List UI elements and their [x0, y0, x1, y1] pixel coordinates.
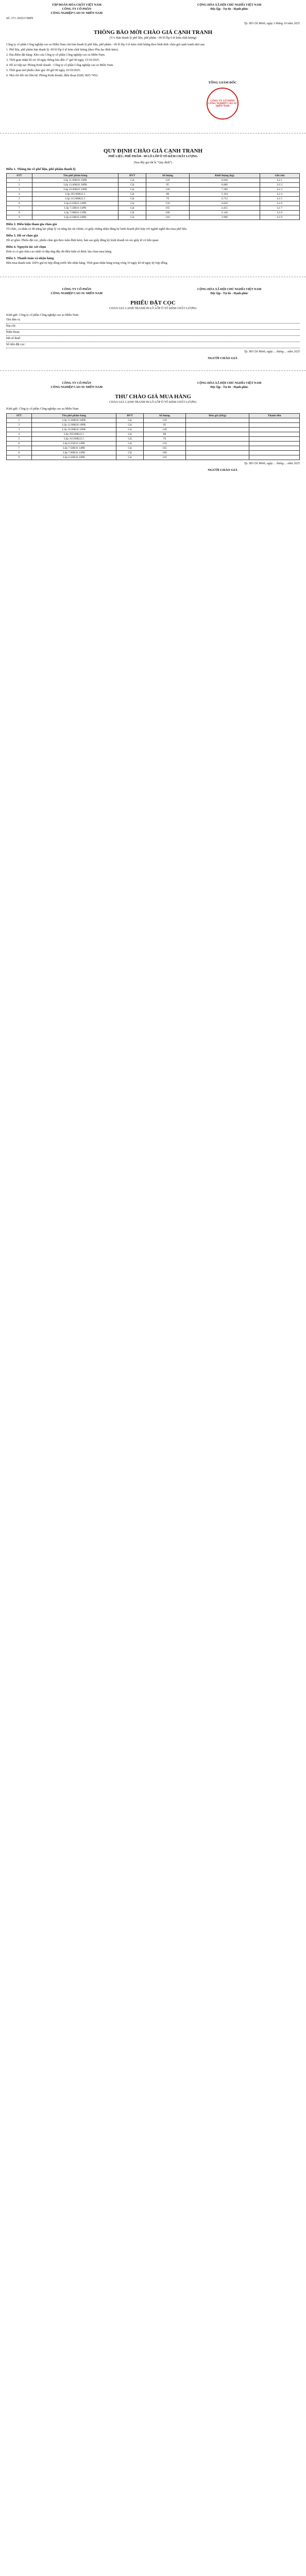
price-table-cell: Cái: [116, 455, 144, 460]
rules-table-cell: 3.990: [189, 215, 260, 220]
price-table-row: [7, 446, 300, 451]
price-table-cell: Cái: [116, 451, 144, 455]
price-table-row: [7, 451, 300, 455]
price-subtitle: CHÀO GIÁ CẠNH TRANH 09 LÔ LỐP Ô TÔ KÉM CHẤT LƯỢNG: [109, 401, 197, 404]
price-intro: Kính gửi: Công ty cổ phần Công nghiệp cao su Miền Nam: [6, 408, 79, 411]
price-table-cell: Lốp 295/80R22.5: [31, 432, 116, 437]
rules-table-cell: Cái: [118, 183, 146, 188]
rules-table-row: [7, 183, 300, 188]
price-title: THƯ CHÀO GIÁ MUA HÀNG: [114, 394, 192, 400]
price-table-row: [7, 418, 300, 423]
price-table-row: [7, 423, 300, 428]
rules-table-header-cell: STT: [7, 174, 32, 178]
rules-table-cell: Lô 1: [260, 178, 300, 183]
rules-s2: Điều 2. Điều kiện tham gia chào giá: [6, 223, 57, 226]
price-table-cell: Lốp 6.50R16 10PR: [31, 455, 116, 460]
rules-s1: Điều 1. Thông tin về phế liệu, phế phẩm thanh lý: [6, 167, 76, 171]
rules-table-cell: Lốp 12.00R20 18PR: [32, 183, 118, 188]
price-table-cell: [185, 418, 249, 423]
rules-table-cell: 120: [146, 178, 190, 183]
deposit-field: Tên đơn vị:: [6, 318, 300, 324]
price-signature: NGƯỜI CHÀO GIÁ: [208, 468, 237, 472]
rules-table-cell: Lô 3: [260, 188, 300, 192]
price-table-cell: [185, 455, 249, 460]
price-table-cell: Lốp 7.00R16 12PR: [31, 451, 116, 455]
price-table-cell: 3: [7, 428, 32, 432]
rules-table-row: [7, 215, 300, 220]
price-table-cell: [185, 432, 249, 437]
price-table-header-cell: Tên phế phẩm hàng: [31, 414, 116, 418]
notice-subtitle: (V/v Bán thanh lý phế liệu, phế phẩm - 09 lô lốp ô tô kém chất lượng): [109, 37, 197, 40]
price-table-cell: [249, 418, 300, 423]
price-table-cell: Lốp 7.50R16 14PR: [31, 446, 116, 451]
rules-table-row: [7, 197, 300, 201]
price-table-cell: Cái: [116, 418, 144, 423]
rules-s5: Điều 5. Thanh toán và nhận hàng: [6, 257, 54, 260]
price-table-row: [7, 442, 300, 446]
rules-table-cell: Lô 8: [260, 211, 300, 215]
rules-table-cell: 180: [146, 211, 190, 215]
price-table-cell: Lốp 315/80R22.5: [31, 437, 116, 442]
notice-point: 1. Phế liệu, phế phẩm bán thanh lý: 09 lô lốp ô tô kém chất lượng (theo Phụ lục đính kèm).: [6, 48, 119, 52]
rules-table-cell: 6.080: [189, 183, 260, 188]
rules-table-header-cell: Khối lượng (kg): [189, 174, 260, 178]
price-table-cell: 120: [143, 418, 185, 423]
rules-table-cell: Lốp 7.00R16 12PR: [32, 211, 118, 215]
rules-s4: Điều 4. Nguyên tắc xét chọn: [6, 245, 46, 249]
rules-table: [6, 173, 300, 220]
price-table-cell: 8: [7, 451, 32, 455]
notice-signer-title: TỔNG GIÁM ĐỐC: [208, 81, 237, 84]
rules-table-cell: Cái: [118, 197, 146, 201]
price-table-cell: Cái: [116, 428, 144, 432]
rules-table-cell: 4.650: [189, 201, 260, 206]
rules-table-cell: 1: [7, 178, 32, 183]
price-table-cell: 4: [7, 432, 32, 437]
price-table-cell: [249, 432, 300, 437]
rules-table-cell: 7.280: [189, 188, 260, 192]
price-table-cell: 180: [143, 451, 185, 455]
section-divider: [0, 370, 306, 371]
price-table-cell: 210: [143, 455, 185, 460]
rules-table-cell: 4.455: [189, 206, 260, 211]
rules-table-row: [7, 206, 300, 211]
rules-table-row: [7, 201, 300, 206]
price-header: [6, 381, 300, 389]
rules-table-cell: 8: [7, 211, 32, 215]
price-table-row: [7, 437, 300, 442]
rules-table-cell: 5.104: [189, 192, 260, 197]
rules-table-cell: Lốp 7.50R16 14PR: [32, 206, 118, 211]
rules-table-cell: Cái: [118, 215, 146, 220]
price-table-cell: 150: [143, 442, 185, 446]
price-table-cell: [249, 446, 300, 451]
rules-title: QUY ĐỊNH CHÀO GIÁ CẠNH TRANH: [103, 148, 203, 154]
rules-s2-text: Tổ chức, cá nhân có đủ năng lực pháp lý và năng lực tài chính; có giấy chứng nhận đăng ký kinh doanh phù hợp với ngành nghề thu mua phế liệu.: [6, 228, 188, 231]
price-form-section: [0, 378, 306, 475]
notice-header: [6, 3, 300, 15]
rules-table-cell: Lô 2: [260, 183, 300, 188]
notice-signature: [171, 81, 274, 120]
rules-table-cell: 4: [7, 192, 32, 197]
deposit-field: Địa chỉ:: [6, 325, 300, 330]
rules-table-cell: 6.840: [189, 178, 260, 183]
price-table-cell: [249, 455, 300, 460]
price-table-cell: 9: [7, 455, 32, 460]
price-table-cell: 7: [7, 446, 32, 451]
deposit-intro: Kính gửi: Công ty cổ phần Công nghiệp cao su Miền Nam: [6, 314, 79, 317]
rules-table-header-cell: Số lượng: [146, 174, 190, 178]
price-table-cell: 1: [7, 418, 32, 423]
price-table-cell: 76: [143, 437, 185, 442]
rules-table-cell: Lốp 6.50R16 10PR: [32, 215, 118, 220]
deposit-left-org: CÔNG TY CỔ PHẦN CÔNG NGHIỆP CAO SU MIỀN NAM: [50, 288, 103, 295]
price-table-cell: Lốp 8.25R16 14PR: [31, 442, 116, 446]
rules-table-row: [7, 192, 300, 197]
rules-section: [0, 141, 306, 269]
deposit-field: Mã số thuế:: [6, 337, 300, 342]
deposit-field: Điện thoại:: [6, 331, 300, 336]
notice-left-org: TẬP ĐOÀN HÓA CHẤT VIỆT NAM CÔNG TY CỔ PHẦN CÔNG NGHIỆP CAO SU MIỀN NAM: [50, 4, 103, 15]
rules-table-cell: Lốp 8.25R16 14PR: [32, 201, 118, 206]
price-table-cell: [185, 451, 249, 455]
rules-table-cell: 4.140: [189, 211, 260, 215]
rules-table-cell: Lốp 11.00R20 16PR: [32, 178, 118, 183]
rules-table-cell: 165: [146, 206, 190, 211]
notice-intro: Công ty cổ phần Công nghiệp cao su Miền Nam cần bán thanh lý phế liệu, phế phẩm - 09 lô lốp ô tô kém chất lượng theo hình thức chào giá cạnh tranh như sau:: [6, 43, 206, 46]
rules-s5-text: Bên mua thanh toán 100% giá trị hợp đồng trước khi nhận hàng. Thời gian nhận hàng trong vòng 10 ngày kể từ ngày ký hợp đồng.: [6, 262, 168, 265]
deposit-header: [6, 287, 300, 296]
notice-title: THÔNG BÁO MỜI CHÀO GIÁ CẠNH TRANH: [93, 29, 213, 36]
rules-table-header-cell: Tên phế phẩm hàng: [32, 174, 118, 178]
price-table-cell: 6: [7, 442, 32, 446]
price-table-cell: Cái: [116, 437, 144, 442]
rules-table-cell: Cái: [118, 201, 146, 206]
notice-point: 5. Thời gian mở phiếu chào giá: 09 giờ 00 ngày 16/10/2025.: [6, 69, 81, 72]
notice-doc-number: Số: 373 /2025/CSMN: [6, 17, 33, 20]
rules-table-row: [7, 178, 300, 183]
rules-table-cell: 7: [7, 206, 32, 211]
price-right-title: CỘNG HÒA XÃ HỘI CHỦ NGHĨA VIỆT NAM Độc lập - Tự do - Hạnh phúc: [197, 382, 262, 389]
price-table-cell: 2: [7, 423, 32, 428]
notice-right-title: CỘNG HÒA XÃ HỘI CHỦ NGHĨA VIỆT NAM Độc lập - Tự do - Hạnh phúc: [197, 4, 262, 11]
rules-table-cell: 2: [7, 183, 32, 188]
rules-table-header-cell: ĐVT: [118, 174, 146, 178]
rules-table-cell: 88: [146, 192, 190, 197]
deposit-subtitle: CHÀO GIÁ CẠNH TRANH 09 LÔ LỐP Ô TÔ KÉM CHẤT LƯỢNG: [109, 307, 197, 310]
price-table: [6, 413, 300, 460]
price-table-cell: [249, 437, 300, 442]
rules-table-cell: 9: [7, 215, 32, 220]
rules-table-cell: Lô 4: [260, 192, 300, 197]
price-table-cell: [249, 428, 300, 432]
price-table-header-cell: Đơn giá (đ/kg): [185, 414, 249, 418]
price-left-org: CÔNG TY CỔ PHẦN CÔNG NGHIỆP CAO SU MIỀN NAM: [50, 382, 103, 389]
rules-table-cell: Cái: [118, 188, 146, 192]
price-table-header-cell: Thành tiền: [249, 414, 300, 418]
price-date: Tp. Hồ Chí Minh, ngày ... tháng ... năm 2025: [244, 462, 300, 465]
price-table-row: [7, 432, 300, 437]
price-table-header-cell: Số lượng: [143, 414, 185, 418]
price-table-header-cell: ĐVT: [116, 414, 144, 418]
notice-point: 3. Thời gian nhận hồ sơ: từ ngày thông báo đến 17 giờ 00 ngày 15/10/2025.: [6, 59, 100, 62]
rules-table-cell: Lốp 10.00R20 16PR: [32, 188, 118, 192]
rules-table-cell: Cái: [118, 192, 146, 197]
deposit-fields: [6, 318, 300, 348]
rules-s4-text: Đơn vị có giá chào cao nhất và đáp ứng đầy đủ điều kiện sẽ được lựa chọn mua hàng.: [6, 250, 112, 253]
rules-table-cell: 76: [146, 197, 190, 201]
price-table-cell: Cái: [116, 446, 144, 451]
price-table-cell: Lốp 10.00R20 16PR: [31, 428, 116, 432]
company-seal: CÔNG TY CỔ PHẦN CÔNG NGHIỆP CAO SU MIỀN NAM: [207, 88, 239, 120]
notice-section: [0, 0, 306, 126]
notice-date: Tp. Hồ Chí Minh, ngày 3 tháng 10 năm 2025: [244, 22, 300, 25]
price-table-cell: [185, 442, 249, 446]
deposit-form-section: [0, 284, 306, 363]
rules-table-row: [7, 188, 300, 192]
notice-point: 4. Hồ sơ nộp tại: Phòng Kinh doanh - Công ty cổ phần Công nghiệp cao su Miền Nam.: [6, 64, 114, 67]
price-table-cell: Cái: [116, 423, 144, 428]
price-table-row: [7, 455, 300, 460]
price-table-cell: 88: [143, 432, 185, 437]
price-table-cell: Lốp 11.00R20 16PR: [31, 418, 116, 423]
rules-table-cell: 210: [146, 215, 190, 220]
price-table-cell: [249, 442, 300, 446]
rules-table-cell: Lô 6: [260, 201, 300, 206]
rules-subtitle2: (Sau đây gọi tắt là "Quy định"): [133, 161, 173, 164]
price-table-cell: [185, 428, 249, 432]
deposit-field: Số tiền đặt cọc:: [6, 343, 300, 348]
rules-table-cell: Cái: [118, 178, 146, 183]
price-table-cell: [249, 451, 300, 455]
rules-table-cell: 6: [7, 201, 32, 206]
rules-s3: Điều 3. Hồ sơ chào giá: [6, 234, 38, 238]
price-table-cell: 165: [143, 446, 185, 451]
deposit-title: PHIẾU ĐẶT CỌC: [130, 300, 176, 306]
rules-table-cell: Lô 5: [260, 197, 300, 201]
price-table-cell: 140: [143, 428, 185, 432]
notice-point: 6. Mọi chi tiết xin liên hệ: Phòng Kinh doanh, điện thoại (028) 3825 7452.: [6, 74, 98, 77]
price-table-cell: [249, 423, 300, 428]
price-table-cell: Lốp 12.00R20 18PR: [31, 423, 116, 428]
rules-table-cell: Cái: [118, 211, 146, 215]
price-table-cell: [185, 437, 249, 442]
rules-table-cell: 5: [7, 197, 32, 201]
deposit-date: Tp. Hồ Chí Minh, ngày ... tháng ... năm 2025: [244, 350, 300, 353]
rules-table-cell: 140: [146, 188, 190, 192]
rules-table-cell: Lô 7: [260, 206, 300, 211]
rules-subtitle: PHẾ LIỆU, PHẾ PHẨM - 09 LÔ LỐP Ô TÔ KÉM CHẤT LƯỢNG: [108, 155, 198, 158]
rules-table-cell: Lô 9: [260, 215, 300, 220]
price-table-cell: [185, 446, 249, 451]
rules-table-cell: 4.712: [189, 197, 260, 201]
rules-table-cell: Lốp 295/80R22.5: [32, 192, 118, 197]
price-table-header-cell: STT: [7, 414, 32, 418]
notice-point: 2. Địa điểm đặt hàng: Kho của Công ty cổ phần Công nghiệp cao su Miền Nam.: [6, 54, 106, 57]
rules-table-cell: 3: [7, 188, 32, 192]
price-table-cell: [185, 423, 249, 428]
deposit-right-title: CỘNG HÒA XÃ HỘI CHỦ NGHĨA VIỆT NAM Độc lập - Tự do - Hạnh phúc: [197, 288, 262, 295]
rules-table-cell: Cái: [118, 206, 146, 211]
rules-table-cell: 95: [146, 183, 190, 188]
deposit-signature: NGƯỜI CHÀO GIÁ: [208, 357, 237, 360]
price-table-cell: 5: [7, 437, 32, 442]
price-table-cell: 95: [143, 423, 185, 428]
rules-s3-text: Hồ sơ gồm: Phiếu đặt cọc, phiếu chào giá theo mẫu đính kèm, bản sao giấy đăng ký kinh doanh và các giấy tờ có liên quan.: [6, 239, 159, 242]
price-table-cell: Cái: [116, 442, 144, 446]
rules-table-cell: 150: [146, 201, 190, 206]
rules-table-cell: Lốp 315/80R22.5: [32, 197, 118, 201]
price-table-cell: Cái: [116, 432, 144, 437]
rules-table-row: [7, 211, 300, 215]
price-table-row: [7, 428, 300, 432]
rules-table-header-cell: Ghi chú: [260, 174, 300, 178]
